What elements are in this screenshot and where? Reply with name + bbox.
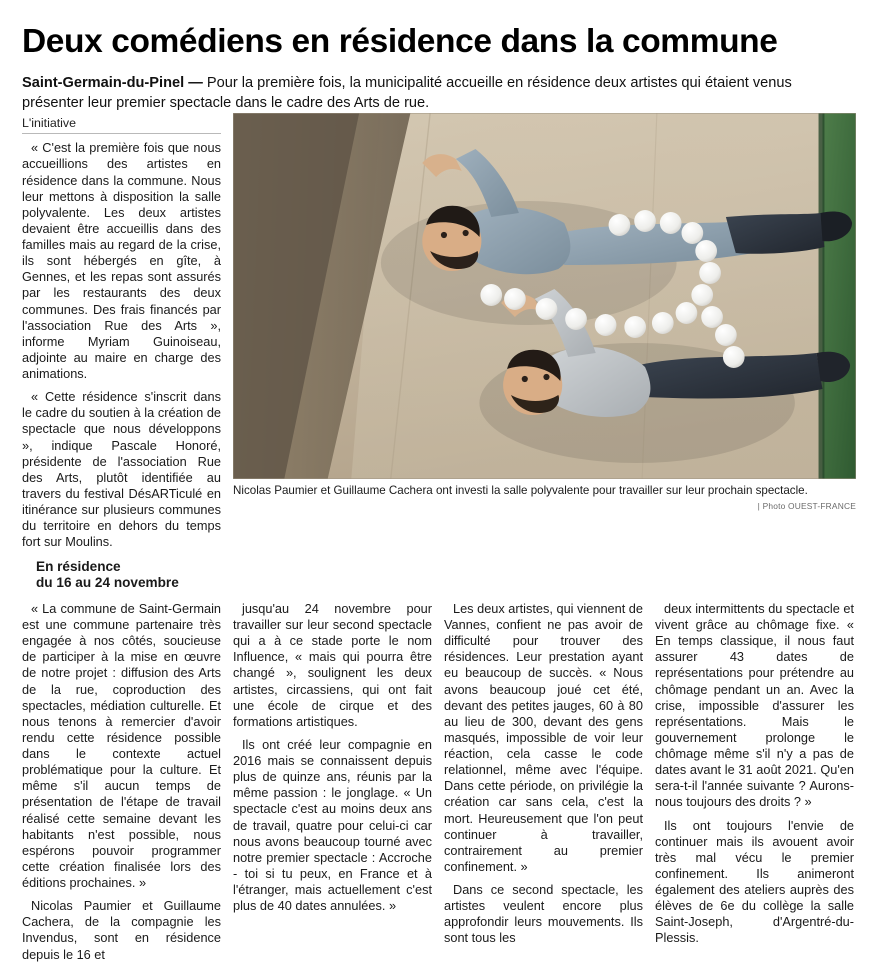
photo-illustration (233, 113, 856, 479)
column-2 (22, 601, 221, 963)
photo-credit: | Photo OUEST-FRANCE (757, 500, 856, 511)
bottom-columns (22, 601, 856, 963)
standfirst-location: Saint-Germain-du-Pinel — (22, 75, 203, 92)
section-label-initiative: L'initiative (22, 113, 221, 134)
byline: Nicolas Paumier et Guillaume Cachera, de la compagnie les Invendus, sont en résidence depuis le 16 et (22, 898, 221, 962)
column-5 (655, 601, 854, 963)
paragraph: « C'est la première fois que nous accueillions des artistes en résidence dans la commune. Nous leur mettons à disposition la salle polyvalente. Les deux artistes devaient être accueillis dans des familles mais au regard de la crise, ils sont hébergés en gîte, à Gennes, et les repas sont assurés par les restaurants des deux communes. Des frais financés par l'association Rue des Arts », informe Myriam Guinoiseau, adjointe au maire en charge des animations. (22, 140, 221, 382)
paragraph: « Cette résidence s'inscrit dans le cadre du soutien à la création de spectacle que nous développons », indique Pascale Honoré, présidente de l'association Rue des Arts, plutôt identifiée au travers du festival DésARTiculé en itinérance sur plusieurs communes du territoire en dehors du temps fort sur Moulins. (22, 389, 221, 550)
paragraph: Ils ont créé leur compagnie en 2016 mais se connaissent depuis plus de quinze ans, réunis par la même passion : le jonglage. « Un spectacle c'est au moins deux ans de travail, quatre pour celui-ci car nous avons beaucoup tourné avec notre premier spectacle : Accroche - toi si tu peux, en France et à l'étranger, mais actuellement c'est plus de 40 dates annulées. » (233, 736, 432, 914)
section-label-residence (22, 559, 221, 591)
top-zone (22, 113, 856, 591)
newspaper-article-page (0, 23, 878, 962)
paragraph: jusqu'au 24 novembre pour travailler sur leur second spectacle qui a à ce stade porte le nom Influence, « mais qui pourra être changé », soulignent les deux artistes, circassiens, qui ont fait une école de cirque et des formations artistiques. (233, 600, 432, 729)
standfirst-text: Pour la première fois, la municipalité accueille en résidence deux artistes qui étaient venus présenter leur premier spectacle dans le cadre des Arts de rue. (22, 75, 792, 111)
photo-caption: Nicolas Paumier et Guillaume Cachera ont investi la salle polyvalente pour travailler sur leur prochain spectacle. (233, 484, 808, 498)
paragraph: Dans ce second spectacle, les artistes veulent encore plus approfondir leurs mouvements. Ils sont tous les (444, 882, 643, 946)
page-title: Deux comédiens en résidence dans la commune (22, 23, 778, 60)
section-label-residence-line1: En résidence (36, 559, 121, 575)
section-label-residence-line2: du 16 au 24 novembre (36, 575, 179, 591)
paragraph: Les deux artistes, qui viennent de Vannes, confient ne pas avoir de difficulté pour trouver des résidences. Leur prestation ayant eu beaucoup de succès. « Nous avons beaucoup joué cet été, devant des petites jauges, 60 à 80 au lieu de 300, devant des gens masqués, impossible de voir leur réaction, cela casse le code relationnel, même avec l'équipe. Dans cette période, on privilégie la création car sans cela, c'est la mort. Heureusement que l'on peut continuer à travailler, contrairement au premier confinement. » (444, 600, 643, 874)
article-photo (233, 113, 856, 479)
column-3 (233, 601, 432, 963)
paragraph: « La commune de Saint-Germain est une commune partenaire très engagée à nos côtés, soucieuse de participer à la mise en œuvre de notre projet : diffusion des Arts de la rue, coproduction des spectacles, médiation culturelle. Et nous tenons à remercier d'avoir rendu cette résidence possible dans le contexte actuel problématique pour la culture. Et même s'il aucun temps de présentation de l'étape de travail réalisé cette semaine devant les habitants n'est possible, nous espérons pouvoir programmer cette création finalisée lors des éditions prochaines. » (22, 600, 221, 891)
column-4 (444, 601, 643, 963)
paragraph: Ils ont toujours l'envie de continuer mais ils avouent avoir très mal vécu le premier confinement. Ils animeront également des ateliers auprès des élèves de 6e du collège la salle Saint-Joseph, d'Argentré-du-Plessis. (655, 817, 854, 946)
column-1 (22, 113, 221, 591)
paragraph: deux intermittents du spectacle et vivent grâce au chômage fixe. « En temps classique, il nous faut assurer 43 dates de représentations pour prétendre au chômage pendant un an. Avec la crise, impossible d'assurer les représentations. Mais le gouvernement prolonge le chômage même s'il n'y a pas de dates avant le 31 août 2021. Qu'en sera-t-il l'année suivante ? Aurons-nous toujours des droits ? » (655, 600, 854, 810)
photo-block (233, 113, 856, 591)
standfirst (22, 74, 856, 113)
